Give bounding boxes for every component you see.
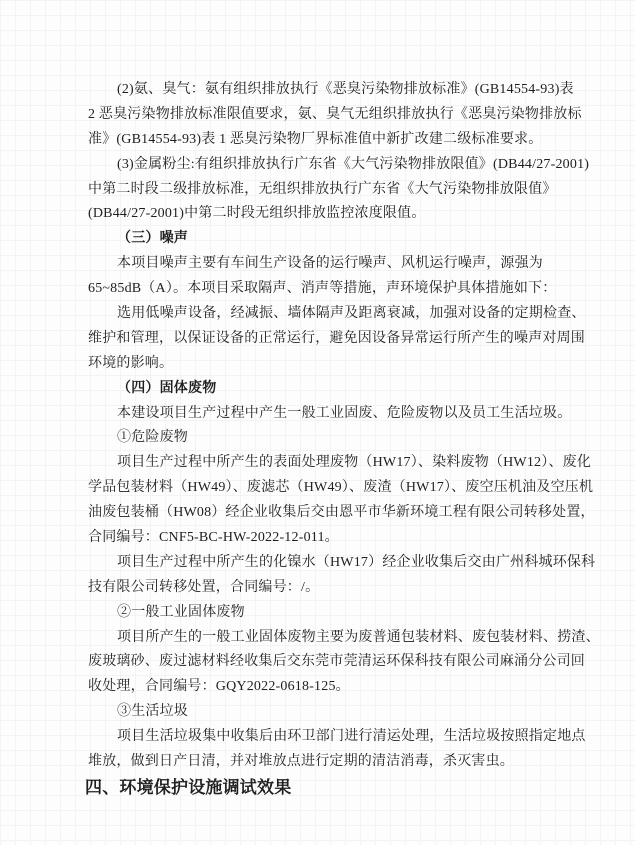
text-line: ①危险废物 (117, 430, 188, 446)
text-line: 项目所产生的一般工业固体废物主要为废普通包装材料、废包装材料、捞渣、 (117, 629, 600, 645)
text-line: 65~85dB（A）。本项目采取隔声、消声等措施，声环境保护具体措施如下： (88, 281, 557, 297)
paragraph (88, 601, 564, 626)
text-line: 学品包装材料（HW49）、废滤芯（HW49）、废渣（HW17）、废空压机油及空压机 (88, 480, 594, 496)
text-line: 项目生活垃圾集中收集后由环卫部门进行清运处理，生活垃圾按照指定地点 (117, 729, 586, 745)
text-line: (2)氨、臭气：氨有组织排放执行《恶臭污染物排放标准》(GB14554-93)表 (117, 82, 574, 97)
text-line: 准》(GB14554-93)表 1 恶臭污染物厂界标准值中新扩改建二级标准要求。 (88, 131, 543, 147)
paragraph (88, 551, 596, 601)
text-line: 选用低噪声设备，经减振、墙体隔声及距离衰减，加强对设备的定期检查、 (117, 306, 586, 322)
paragraph (88, 626, 600, 701)
paragraph (88, 725, 586, 775)
text-line: (DB44/27-2001)中第二时段无组织排放监控浓度限值。 (88, 206, 426, 222)
document-body (85, 78, 600, 801)
paragraph (88, 426, 564, 451)
text-line: ③生活垃圾 (117, 704, 188, 720)
text-line: 维护和管理，以保证设备的正常运行，避免因设备异常运行所产生的噪声对周围 (88, 330, 585, 346)
text-line: 油废包装桶（HW08）经企业收集后交由恩平市华新环境工程有限公司转移处置， (88, 505, 595, 521)
text-line: 合同编号：CNF5-BC-HW-2022-12-011。 (88, 530, 339, 546)
text-line: 本项目噪声主要有车间生产设备的运行噪声、风机运行噪声，源强为 (117, 256, 543, 272)
heading2 (88, 227, 564, 252)
text-line: 项目生产过程中所产生的化镍水（HW17）经企业收集后交由广州科城环保科 (117, 554, 596, 570)
paragraph (88, 302, 586, 377)
paragraph (88, 153, 590, 228)
text-line: 收处理，合同编号：GQY2022-0618-125。 (88, 679, 350, 695)
text-line: （四）固体废物 (117, 380, 217, 396)
text-line: 项目生产过程中所产生的表面处理废物（HW17）、染料废物（HW12）、废化 (117, 455, 592, 471)
text-line: (3)金属粉尘:有组织排放执行广东省《大气污染物排放限值》(DB44/27-2001) (117, 156, 590, 172)
text-line: 本建设项目生产过程中产生一般工业固废、危险废物以及员工生活垃圾。 (117, 405, 572, 421)
text-line: 技有限公司转移处置，合同编号：/。 (88, 579, 320, 595)
text-line: 堆放，做到日产日清，并对堆放点进行定期的清洁消毒，杀灭害虫。 (88, 754, 514, 770)
heading1 (85, 775, 564, 801)
text-line: 四、环境保护设施调试效果 (85, 777, 292, 797)
heading2 (88, 377, 564, 402)
paragraph (88, 78, 582, 153)
text-line: ②一般工业固体废物 (117, 604, 245, 620)
text-line: 2 恶臭污染物排放标准限值要求，氨、臭气无组织排放执行《恶臭污染物排放标 (88, 106, 582, 122)
text-line: 环境的影响。 (88, 355, 174, 371)
paragraph (88, 402, 572, 427)
paragraph (88, 252, 564, 302)
text-line: 中第二时段二级排放标准，无组织排放执行广东省《大气污染物排放限值》 (88, 181, 557, 197)
text-line: 废玻璃砂、废过滤材料经收集后交东莞市莞清运环保科技有限公司麻涌分公司回 (88, 654, 585, 670)
text-line: （三）噪声 (117, 231, 188, 247)
paragraph (88, 451, 595, 551)
paragraph (88, 700, 564, 725)
